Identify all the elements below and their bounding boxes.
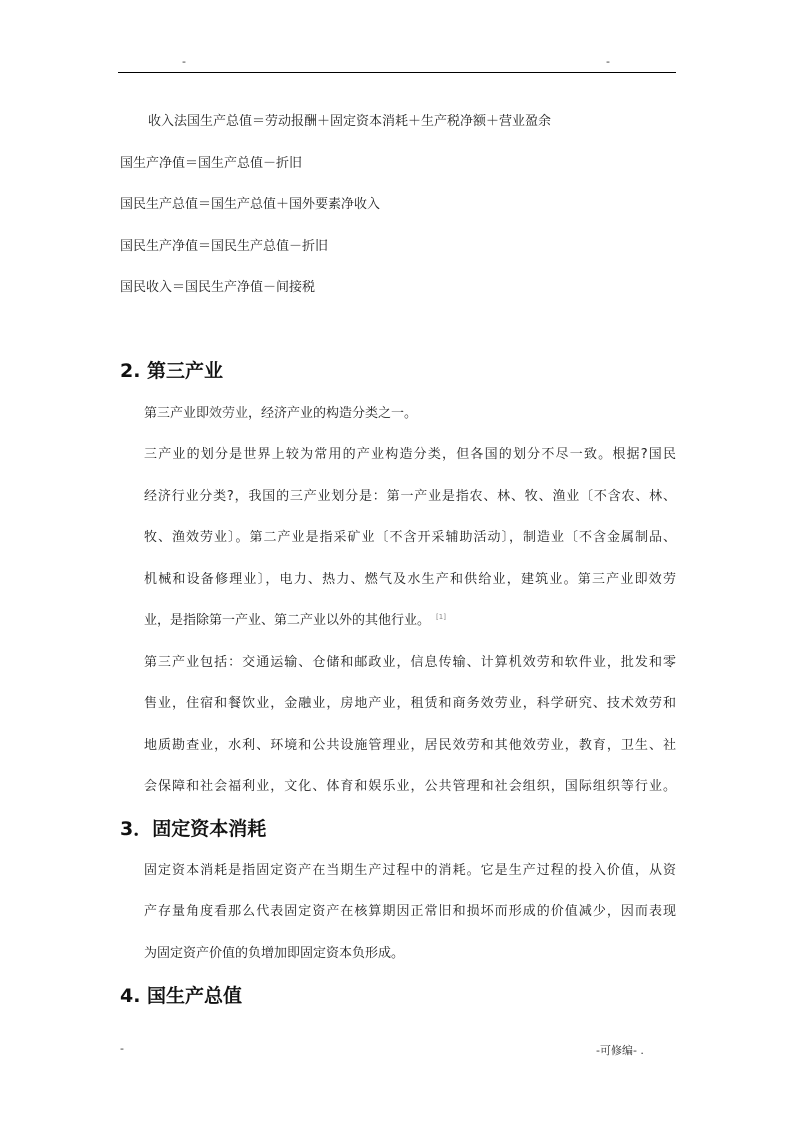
section2-para1-line: 经济行业分类?，我国的三产业划分是：第一产业是指农、林、牧、渔业〔不含农、林、 [144,489,676,504]
section3-line: 产存量角度看那么代表固定资产在核算期因正常旧和损坏而形成的价值减少，因而表现 [144,904,676,919]
header-left-mark: - [182,55,186,68]
section2-para2-line: 第三产业包括：交通运输、仓储和邮政业，信息传输、计算机效劳和软件业，批发和零 [144,655,676,670]
section2-intro-prefix: 第三产业即 [144,406,210,421]
section-heading-gdp: 4. 国生产总值 [120,985,243,1007]
section-heading-tertiary-industry: 2. 第三产业 [120,360,224,382]
section2-para2-line: 会保障和社会福利业，文化、体育和娱乐业，公共管理和社会组织，国际组织等行业。 [144,779,676,794]
header-right-mark: - [606,55,610,68]
section3-line: 为固定资产价值的负增加即固定资本负形成。 [144,946,405,961]
formula-net-national-product: 国民生产净值＝国民生产总值－折旧 [120,239,329,254]
section-heading-fixed-capital-consumption: 3．固定资本消耗 [120,818,267,840]
section3-line: 固定资本消耗是指固定资产在当期生产过程中的消耗。它是生产过程的投入价值，从资 [144,863,676,878]
section2-para1-line: 业，是指除第一产业、第二产业以外的其他行业。 [144,613,431,628]
section2-para1-last-line [144,609,446,628]
section2-para1-line: 牧、渔效劳业〕。第二产业是指采矿业〔不含开采辅助活动〕，制造业〔不含金属制品、 [144,530,676,545]
formula-income-gdp: 收入法国生产总值＝劳动报酬＋固定资本消耗＋生产税净额＋营业盈余 [148,114,552,129]
formula-net-domestic-product: 国生产净值＝国生产总值－折旧 [120,156,303,171]
section2-para2-line: 售业，住宿和餐饮业，金融业，房地产业，租赁和商务效劳业，科学研究、技术效劳和 [144,696,676,711]
header-rule [118,72,676,73]
formula-national-income: 国民收入＝国民生产净值－间接税 [120,280,316,295]
service-industry-link[interactable]: 效劳业 [209,406,249,421]
section2-para1-line: 机械和设备修理业〕，电力、热力、燃气及水生产和供给业，建筑业。第三产业即效劳 [144,572,676,587]
citation-marker[interactable]: [1] [436,612,446,621]
section2-intro [144,402,417,421]
footer-left-mark: - [120,1042,124,1055]
formula-gnp: 国民生产总值＝国生产总值＋国外要素净收入 [120,197,381,212]
section2-intro-suffix: ，经济产业的构造分类之一。 [248,406,418,421]
footer-editable-note: -可修编- . [596,1044,644,1057]
section2-para1-line: 三产业的划分是世界上较为常用的产业构造分类，但各国的划分不尽一致。根据?国民 [144,447,676,462]
section2-para2-line: 地质勘查业，水利、环境和公共设施管理业，居民效劳和其他效劳业，教育，卫生、社 [144,738,676,753]
